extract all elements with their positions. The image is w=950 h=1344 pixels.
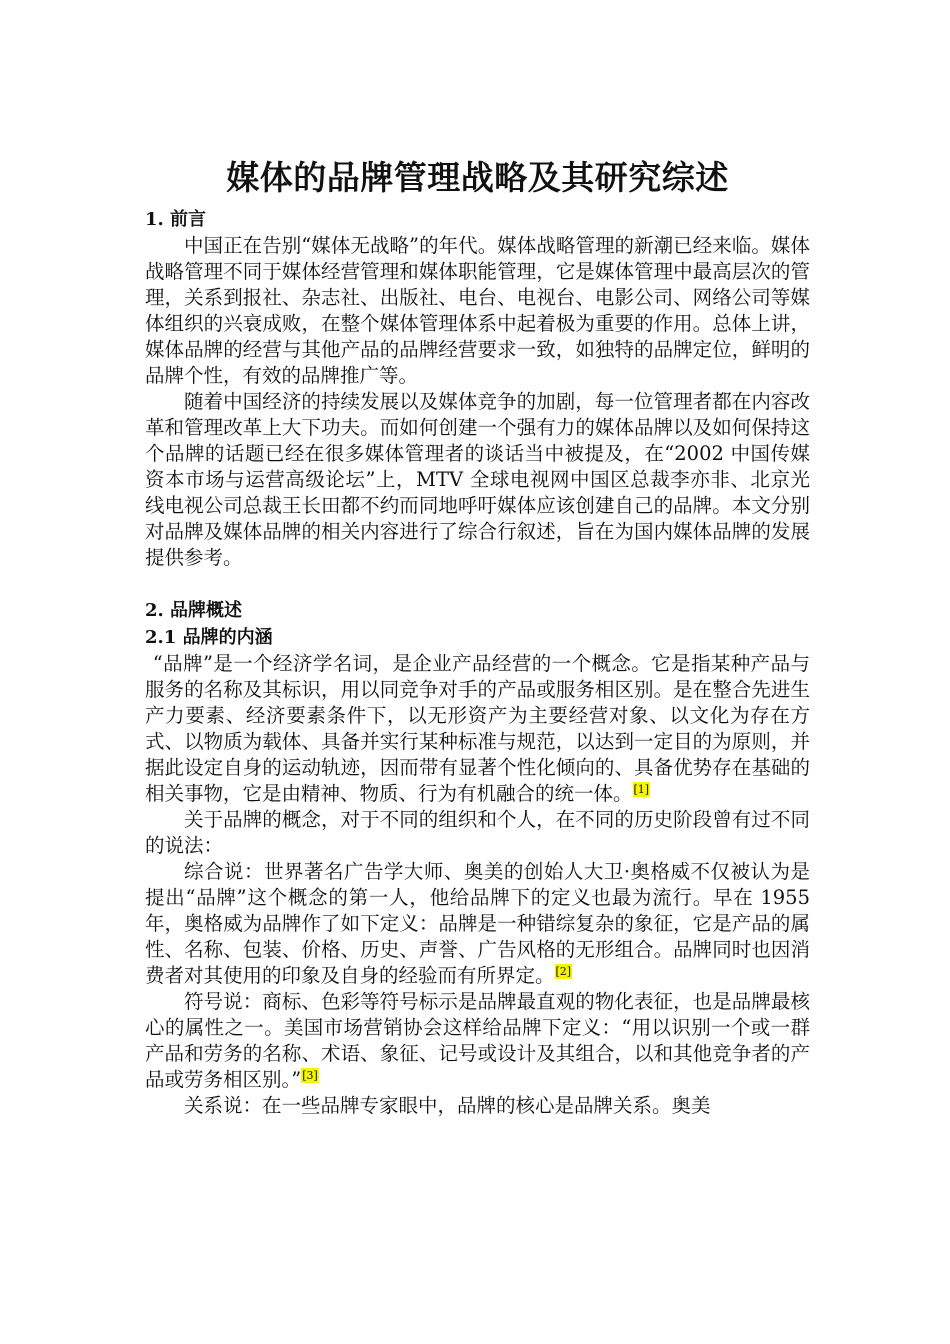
paragraph: 关于品牌的概念，对于不同的组织和个人，在不同的历史阶段曾有过不同的说法： — [145, 808, 810, 857]
paragraph: 关系说：在一些品牌专家眼中，品牌的核心是品牌关系。奥美 — [184, 1094, 711, 1117]
paragraph — [145, 859, 810, 989]
paragraph — [145, 651, 810, 807]
citation-ref[interactable]: [3] — [302, 1068, 318, 1082]
citation-ref[interactable]: [1] — [633, 782, 650, 796]
paragraph — [145, 989, 810, 1093]
section-heading-preface: 1. 前言 — [145, 209, 207, 230]
paragraph-text: 符号说：商标、色彩等符号标示是品牌最直观的物化表征，也是品牌最核心的属性之一。美国市场营销协会这样给品牌下定义：“用以识别一个或一群产品和劳务的名称、术语、象征、记号或设计及其组合，以和其他竞争者的产品或劳务相区别。” — [145, 990, 810, 1091]
subsection-heading-brand-connotation: 2.1 品牌的内涵 — [145, 627, 273, 648]
paragraph: 中国正在告别“媒体无战略”的年代。媒体战略管理的新潮已经来临。媒体战略管理不同于媒体经营管理和媒体职能管理，它是媒体管理中最高层次的管理，关系到报社、杂志社、出版社、电台、电视台、电影公司、网络公司等媒体组织的兴衰成败，在整个媒体管理体系中起着极为重要的作用。总体上讲，媒体品牌的经营与其他产品的品牌经营要求一致，如独特的品牌定位，鲜明的品牌个性，有效的品牌推广等。 — [145, 234, 810, 387]
paragraph: 随着中国经济的持续发展以及媒体竞争的加剧，每一位管理者都在内容改革和管理改革上大下功夫。而如何创建一个强有力的媒体品牌以及如何保持这个品牌的话题已经在很多媒体管理者的谈话当中被提及，在“2002 中国传媒资本市场与运营高级论坛”上，MTV 全球电视网中国区总裁李亦非、北京光线电视公司总裁王长田都不约而同地呼吁媒体应该创建自己的品牌。本文分别对品牌及媒体品牌的相关内容进行了综合行叙述，旨在为国内媒体品牌的发展提供参考。 — [145, 390, 810, 569]
section-heading-brand-overview: 2. 品牌概述 — [145, 600, 243, 621]
paragraph-text: 综合说：世界著名广告学大师、奥美的创始人大卫·奥格威不仅被认为是提出“品牌”这个概念的第一人，他给品牌下的定义也最为流行。早在 1955 年，奥格威为品牌作了如下定义：品牌是一种错综复杂的象征，它是产品的属性、名称、包装、价格、历史、声誉、广告风格的无形组合。品牌同时也因消费者对其使用的印象及自身的经验而有所界定。 — [145, 860, 810, 987]
document-body — [145, 150, 810, 1119]
citation-ref[interactable]: [2] — [555, 964, 572, 978]
spacer — [145, 571, 810, 597]
paragraph-text: “品牌”是一个经济学名词，是企业产品经营的一个概念。它是指某种产品与服务的名称及其标识，用以同竞争对手的产品或服务相区别。是在整合先进生产力要素、经济要素条件下，以无形资产为主要经营对象、以文化为存在方式、以物质为载体、具备并实行某种标准与规范，以达到一定目的为原则，并据此设定自身的运动轨迹，因而带有显著个性化倾向的、具备优势存在基础的相关事物，它是由精神、物质、行为有机融合的统一体。 — [145, 652, 810, 805]
document-title: 媒体的品牌管理战略及其研究综述 — [226, 158, 729, 197]
